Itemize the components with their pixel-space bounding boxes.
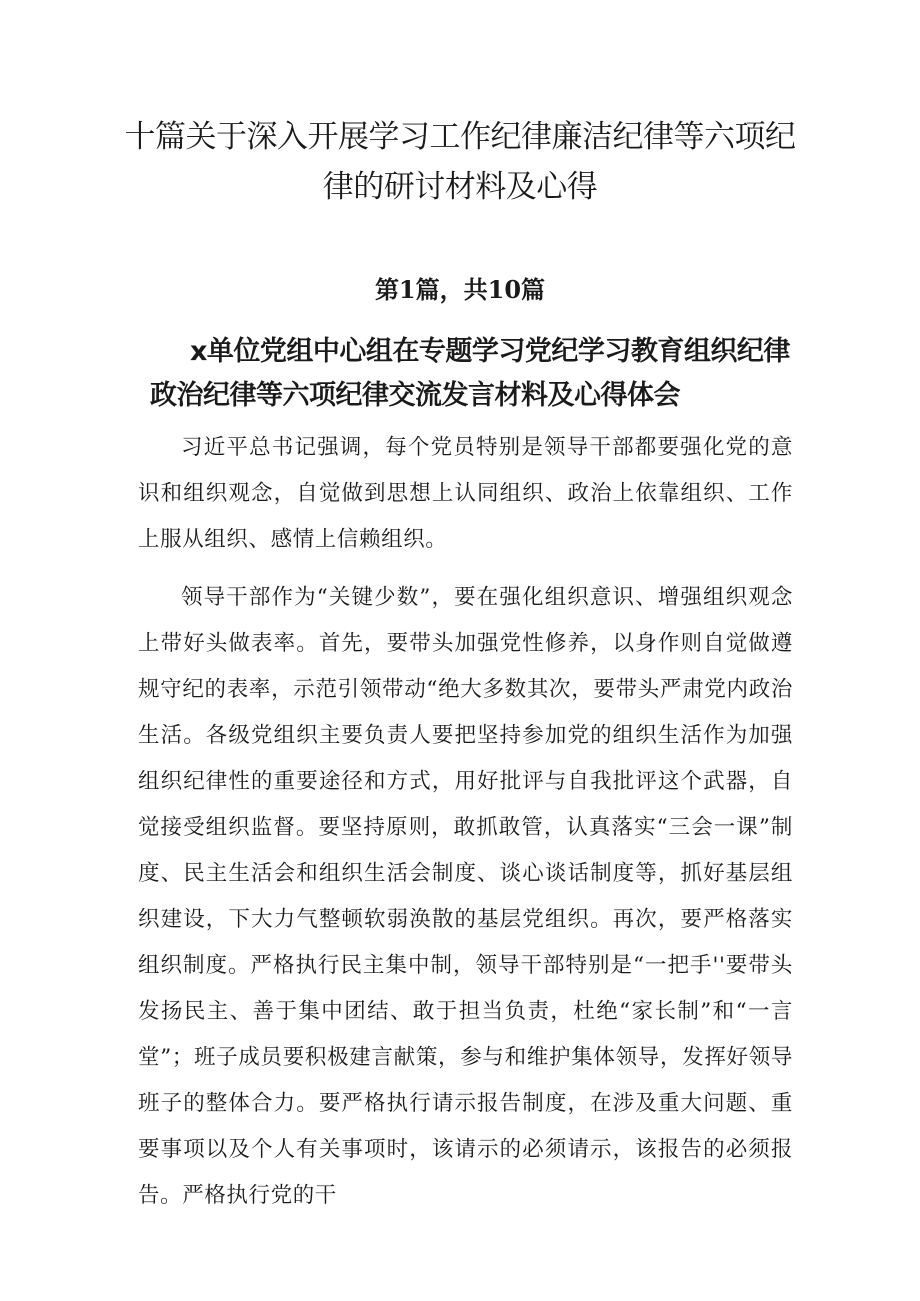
body-paragraph: 领导干部作为“关键少数”，要在强化组织意识、增强组织观念上带好头做表率。首先，要带头加强党性修养，以身作则自觉做遵规守纪的表率，示范引领带动“绝大多数其次，要带头严肃党内政治生活。各级党组织主要负责人要把坚持参加党的组织生活作为加强组织纪律性的重要途径和方式，用好批评与自我批评这个武器，自觉接受组织监督。要坚持原则，敢抓敢管，认真落实“三会一课”制度、民主生活会和组织生活会制度、谈心谈话制度等，抓好基层组织建设，下大力气整顿软弱涣散的基层党组织。再次，要严格落实组织制度。严格执行民主集中制，领导干部特别是“一把手''要带头发扬民主、善于集中团结、敢于担当负责，杜绝“家长制”和“一言堂”；班子成员要积极建言献策，参与和维护集体领导，发挥好领导班子的整体合力。要严格执行请示报告制度，在涉及重大问题、重要事项以及个人有关事项时，该请示的必须请示，该报告的必须报告。严格执行党的干	[138, 585, 793, 1208]
article-title-line-2: 政治纪律等六项纪律交流发言材料及心得体会	[150, 380, 680, 411]
article-title	[150, 330, 800, 418]
document-title: 十篇关于深入开展学习工作纪律廉洁纪律等六项纪律的研讨材料及心得	[124, 119, 796, 205]
article-title-line-1: x单位党组中心组在专题学习党纪学习教育组织纪律	[190, 336, 790, 367]
body-paragraph: 习近平总书记强调，每个党员特别是领导干部都要强化党的意识和组织观念，自觉做到思想上认同组织、政治上依靠组织、工作上服从组织、感情上信赖组织。	[138, 435, 793, 552]
article-counter: 第1篇，共10篇	[374, 275, 546, 304]
